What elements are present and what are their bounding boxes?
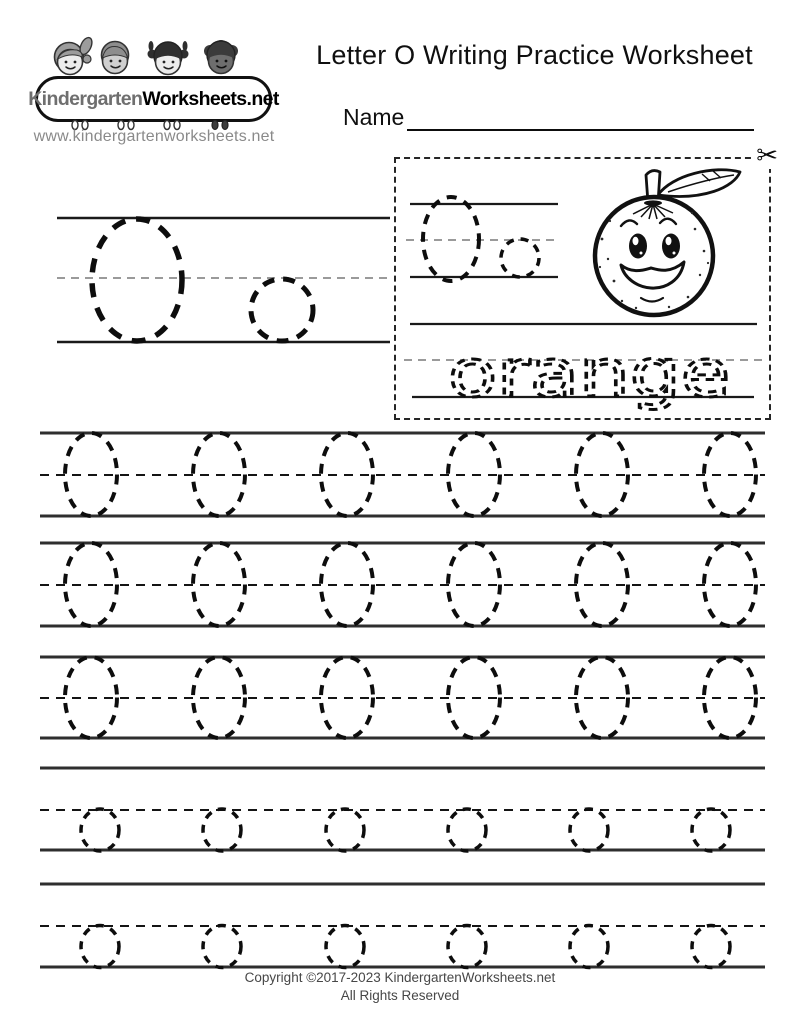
orange-illustration <box>595 170 740 315</box>
trace-row-uppercase-1 <box>0 431 800 521</box>
trace-word-orange: orange <box>448 335 730 412</box>
trace-lowercase-o-card <box>501 239 539 277</box>
trace-row-lowercase-1 <box>0 766 800 856</box>
brand-name-suffix: Worksheets.net <box>142 87 279 110</box>
trace-letters <box>81 809 730 851</box>
brand-name-prefix: Kindergarten <box>28 87 143 110</box>
trace-row-lowercase-2 <box>0 882 800 972</box>
trace-uppercase-o-sample <box>92 219 182 341</box>
kid-girl-ponytail <box>55 36 95 75</box>
name-blank-line <box>407 129 754 131</box>
kid-boy-curly-hair <box>204 40 238 74</box>
trace-lowercase-o-sample <box>251 279 313 341</box>
brand-badge <box>28 76 279 122</box>
scissors-icon: ✂ <box>756 141 778 171</box>
trace-row-uppercase-2 <box>0 541 800 631</box>
name-label: Name <box>343 104 405 130</box>
writing-guide-lines <box>40 433 765 516</box>
trace-row-uppercase-3 <box>0 655 800 745</box>
rights-text: All Rights Reserved <box>340 988 460 1003</box>
letter-sample-area <box>0 200 400 365</box>
example-card-art <box>396 159 769 418</box>
kid-boy-gray-hair <box>102 42 129 74</box>
copyright-text: Copyright ©2017-2023 KindergartenWorksheets.net <box>244 970 556 985</box>
writing-guide-lines <box>40 543 765 626</box>
site-logo <box>0 0 300 150</box>
writing-guide-lines <box>40 768 765 850</box>
website-url: www.kindergartenworksheets.net <box>33 128 275 145</box>
kid-girl-pigtails <box>148 41 189 75</box>
trace-letters <box>81 926 730 968</box>
example-card <box>394 141 778 420</box>
writing-guide-lines <box>57 218 392 342</box>
page-title: Letter O Writing Practice Worksheet <box>316 40 753 70</box>
writing-guide-lines <box>40 884 765 967</box>
writing-guide-lines <box>40 657 765 738</box>
